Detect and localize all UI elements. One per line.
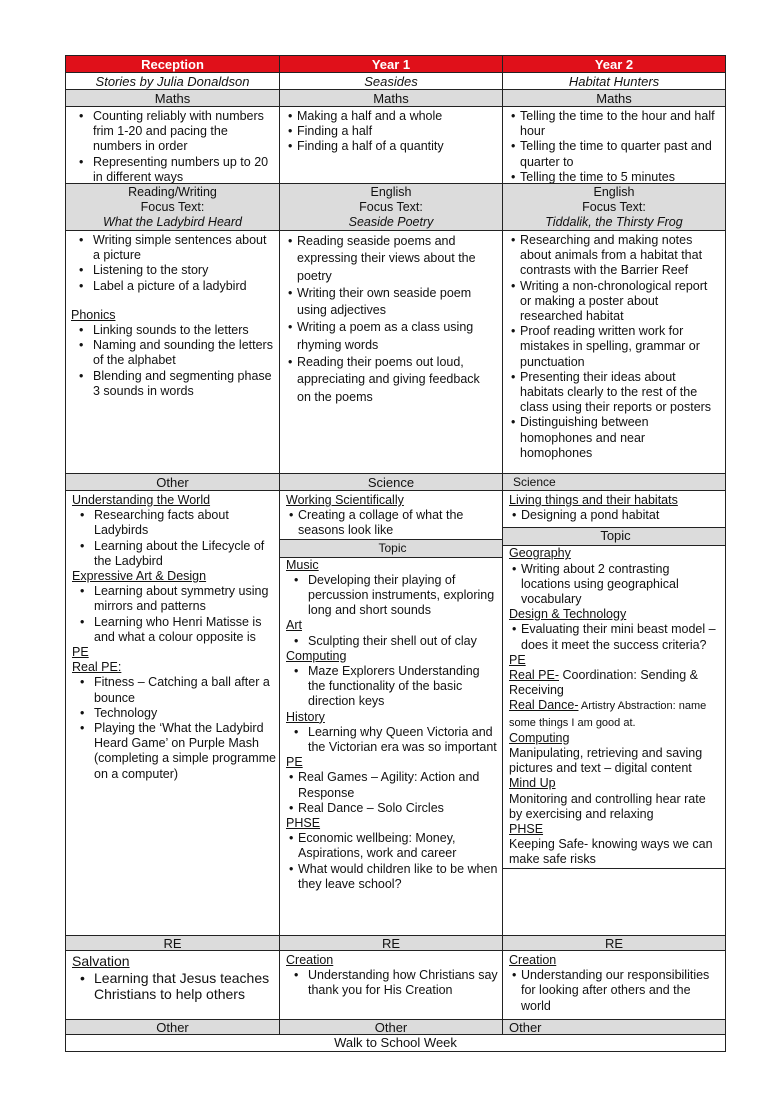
maths-label-year1: Maths	[279, 89, 503, 107]
maths-label-row	[66, 90, 727, 107]
science-label-year2: Science	[502, 473, 726, 491]
list-item: • Proof reading written work for mistakes in spelling, grammar or punctuation	[508, 324, 720, 370]
phse-heading: PHSE	[286, 816, 321, 831]
music-heading: Music	[286, 557, 319, 572]
list-item: • Real Dance – Solo Circles	[286, 801, 499, 816]
list-item: • Learning that Jesus teaches Christians to help others	[72, 970, 276, 1003]
maths-year1	[279, 106, 503, 184]
list-item: • Writing a non-chronological report or making a poster about researched habitat	[508, 279, 720, 325]
re-reception	[65, 950, 280, 1020]
re-label-year2: RE	[502, 935, 726, 951]
list-item: • Reading their poems out loud, appreciating and giving feedback on the poems	[285, 354, 497, 406]
real-pe-label: Real PE-	[509, 668, 560, 683]
divider	[503, 868, 725, 869]
curriculum-table	[66, 56, 727, 1052]
list-item: • Listening to the story	[71, 263, 274, 278]
phse-heading: PHSE	[509, 822, 544, 837]
science-label-year1: Science	[279, 473, 503, 491]
mind-up-text: Monitoring and controlling hear rate by exercising and relaxing	[509, 791, 706, 821]
list-item: • Learning about symmetry using mirrors and patterns	[72, 584, 276, 614]
ead-heading: Expressive Art & Design	[72, 569, 207, 584]
list-item: • Developing their playing of percussion instruments, exploring long and short sounds	[286, 573, 499, 619]
list-item: • Fitness – Catching a ball after a bounce	[72, 675, 276, 705]
footer-row	[66, 1035, 727, 1052]
list-item: • Learning why Queen Victoria and the Victorian era was so important	[286, 725, 499, 755]
english-head: English	[593, 185, 635, 199]
third-content-row	[66, 491, 727, 936]
maths-label-reception: Maths	[65, 89, 280, 107]
phse-text: Keeping Safe- knowing ways we can make safe risks	[509, 837, 713, 867]
english-reception	[65, 230, 280, 474]
computing-heading: Computing	[509, 730, 570, 745]
real-dance-line	[509, 698, 722, 730]
list-item: • Technology	[72, 706, 276, 721]
focus-text-label: Focus Text:	[140, 199, 205, 214]
re-year2	[502, 950, 726, 1020]
header-reception: Reception	[65, 55, 280, 73]
real-dance-label: Real Dance-	[509, 698, 579, 713]
focus-text-label: Focus Text:	[359, 199, 423, 214]
re-year1	[279, 950, 503, 1020]
maths-label-year2: Maths	[502, 89, 726, 107]
re-content-row	[66, 951, 727, 1020]
list-item: • Telling the time to quarter past and quarter to	[508, 139, 720, 169]
science-topic-year1	[279, 490, 503, 936]
maths-content-row	[66, 107, 727, 184]
topic-reception: Stories by Julia Donaldson	[65, 72, 280, 90]
pe-heading: PE	[286, 755, 303, 770]
art-heading: Art	[286, 618, 302, 633]
list-item: • Understanding our responsibilities for looking after others and the world	[509, 968, 722, 1014]
re-label-row	[66, 936, 727, 951]
list-item: • Naming and sounding the letters of the alphabet	[71, 338, 274, 368]
list-item: • Real Games – Agility: Action and Response	[286, 770, 499, 800]
list-item: • Label a picture of a ladybird	[71, 279, 274, 294]
topic-year2: Habitat Hunters	[502, 72, 726, 90]
geography-heading: Geography	[509, 546, 571, 561]
english-label-row	[66, 184, 727, 231]
english-label-year2	[502, 183, 726, 231]
list-item: • Researching facts about Ladybirds	[72, 508, 276, 538]
other-label-row	[66, 1020, 727, 1035]
focus-text-label: Focus Text:	[582, 199, 646, 214]
re-label-reception: RE	[65, 935, 280, 951]
pe-heading: PE	[509, 652, 526, 667]
list-item: • Maze Explorers Understanding the functionality of the basic direction keys	[286, 664, 499, 710]
list-item: • Writing simple sentences about a picture	[71, 233, 274, 263]
topic-row	[66, 73, 727, 90]
maths-reception	[65, 106, 280, 184]
creation-heading: Creation	[509, 953, 557, 967]
working-scientifically-heading: Working Scientifically	[286, 493, 404, 507]
english-year2	[502, 230, 726, 474]
list-item: • Making a half and a whole	[285, 109, 497, 124]
phonics-heading: Phonics	[71, 307, 116, 322]
header-year1: Year 1	[279, 55, 503, 73]
topic-year1: Seasides	[279, 72, 503, 90]
focus-text-title: Seaside Poetry	[348, 214, 434, 229]
other-label-reception: Other	[65, 473, 280, 491]
english-label-year1	[279, 183, 503, 231]
computing-heading: Computing	[286, 648, 347, 663]
list-item: • Writing about 2 contrasting locations using geographical vocabulary	[509, 562, 722, 608]
list-item: • Economic wellbeing: Money, Aspirations, work and career	[286, 831, 499, 861]
list-item: • Finding a half	[285, 124, 497, 139]
list-item: • Telling the time to 5 minutes	[508, 170, 720, 184]
re-label-year1: RE	[279, 935, 503, 951]
other-label-reception: Other	[65, 1019, 280, 1035]
english-content-row	[66, 231, 727, 474]
list-item: • Creating a collage of what the seasons look like	[286, 508, 499, 538]
english-head: English	[370, 185, 412, 199]
mind-up-heading: Mind Up	[509, 776, 556, 791]
real-pe-heading: Real PE:	[72, 660, 122, 675]
list-item: • What would children like to be when they leave school?	[286, 862, 499, 892]
list-item: • Writing their own seaside poem using adjectives	[285, 285, 497, 320]
real-dance-text: Artistry Abstraction: name some things I am good at.	[509, 700, 707, 729]
english-label-reception	[65, 183, 280, 231]
list-item: • Evaluating their mini beast model – does it meet the success criteria?	[509, 622, 722, 652]
list-item: • Representing numbers up to 20 in different ways	[71, 155, 274, 184]
list-item: • Blending and segmenting phase 3 sounds in words	[71, 369, 274, 399]
list-item: • Finding a half of a quantity	[285, 139, 497, 154]
topic-label-year2: Topic	[503, 527, 726, 546]
list-item: • Linking sounds to the letters	[71, 323, 274, 338]
list-item: • Learning about the Lifecycle of the Ladybird	[72, 539, 276, 569]
list-item: • Sculpting their shell out of clay	[286, 634, 499, 649]
list-item: • Telling the time to the hour and half hour	[508, 109, 720, 139]
list-item: • Reading seaside poems and expressing their views about the poetry	[285, 233, 497, 285]
computing-text: Manipulating, retrieving and saving pictures and text – digital content	[509, 746, 703, 776]
english-year1	[279, 230, 503, 474]
other-label-year2: Other	[502, 1019, 726, 1035]
third-label-row	[66, 474, 727, 491]
dt-heading: Design & Technology	[509, 607, 627, 622]
other-reception	[65, 490, 280, 936]
topic-label-year1: Topic	[280, 539, 503, 558]
focus-text-title: Tiddalik, the Thirsty Frog	[545, 214, 683, 229]
list-item: • Understanding how Christians say thank you for His Creation	[286, 968, 499, 998]
living-things-heading: Living things and their habitats	[509, 493, 678, 507]
real-pe-line	[509, 668, 722, 698]
list-item: • Counting reliably with numbers frim 1-20 and pacing the numbers in order	[71, 109, 274, 155]
list-item: • Learning who Henri Matisse is and what a colour opposite is	[72, 615, 276, 645]
list-item: • Designing a pond habitat	[509, 508, 722, 523]
header-row	[66, 56, 727, 73]
salvation-heading: Salvation	[72, 953, 130, 969]
maths-year2	[502, 106, 726, 184]
list-item: • Researching and making notes about animals from a habitat that contrasts with the Barrier Reef	[508, 233, 720, 279]
utw-heading: Understanding the World	[72, 493, 211, 507]
header-year2: Year 2	[502, 55, 726, 73]
focus-text-title: What the Ladybird Heard	[103, 214, 242, 229]
other-label-year1: Other	[279, 1019, 503, 1035]
list-item: • Playing the ‘What the Ladybird Heard Game’ on Purple Mash (completing a simple programme on a computer)	[72, 721, 276, 782]
list-item: • Writing a poem as a class using rhyming words	[285, 319, 497, 354]
creation-heading: Creation	[286, 953, 334, 967]
list-item: • Distinguishing between homophones and near homophones	[508, 415, 720, 461]
history-heading: History	[286, 709, 325, 724]
list-item: • Presenting their ideas about habitats clearly to the rest of the class using their reports or posters	[508, 370, 720, 416]
english-head: Reading/Writing	[128, 185, 217, 199]
pe-heading: PE	[72, 645, 89, 660]
science-topic-year2	[502, 490, 726, 936]
walk-to-school-week: Walk to School Week	[65, 1034, 726, 1052]
real-pe-text: Coordination: Sending & Receiving	[509, 668, 699, 698]
